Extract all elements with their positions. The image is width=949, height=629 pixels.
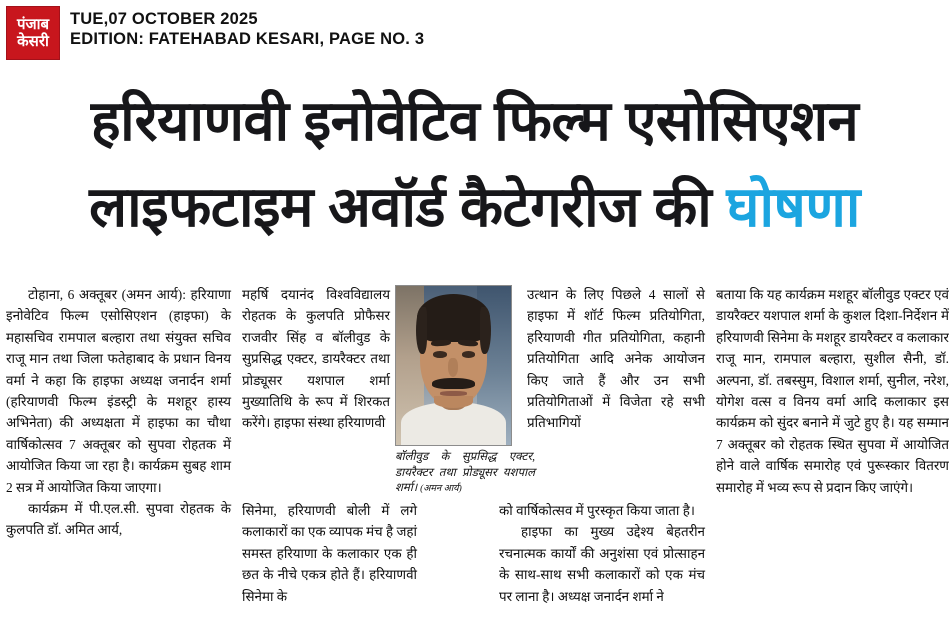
- headline: [0, 78, 949, 250]
- photo-moustache: [432, 378, 476, 389]
- masthead: [0, 0, 949, 62]
- paragraph: टोहाना, 6 अक्तूबर (अमन आर्य): हरियाणा इनोवेटिव फिल्म एसोसिएशन (हाइफा) के महासचिव रामपाल बल्हारा तथा संयुक्त सचिव राजू मान तथा जिला फतेहाबाद के प्रधान विनय वर्मा ने कहा कि हाइफा अध्यक्ष जनार्दन शर्मा (हरियाणवी फिल्म इंडस्ट्री के मशहूर हास्य अभिनेता) की अध्यक्षता में हाइफा का चौथा वार्षिकोत्सव 7 अक्तूबर को सुपवा रोहतक में आयोजित किया जा रहा है। कार्यक्रम सुबह शाम 2 सत्र में आयोजित किया जाएगा।: [6, 287, 231, 495]
- headline-line-2-main: लाइफटाइम अवॉर्ड कैटेगरीज की: [89, 175, 727, 238]
- photo-eye-left: [433, 351, 447, 357]
- paragraph: उत्थान के लिए पिछले 4 सालों से हाइफा में शॉर्ट फिल्म प्रतियोगिता, हरियाणवी गीत प्रतियोगिता, कहानी प्रतियोगिता आदि अनेक आयोजन किए जाते हैं और उन सभी प्रतियोगिताओं में विजेता रहे सभी प्रतिभागियों: [527, 287, 705, 431]
- paragraph: बताया कि यह कार्यक्रम मशहूर बॉलीवुड एक्टर एवं डायरैक्टर यशपाल शर्मा के कुशल दिशा-निर्देशन में हरियाणवी सिनेमा के मशहूर डायरैक्टर व कलाकार राजू मान, रामपाल बल्हारा, सुशील सैनी, डॉ. अल्पना, डॉ. तबस्सुम, विशाल शर्मा, सुनील, नरेश, योगेश वत्स व विनय वर्मा आदि कलाकार इस कार्यक्रम को सुंदर बनाने में जुटे हुए है। यह सम्मान 7 अक्तूबर को रोहतक स्थित सुपवा में आयोजित होने वाले वार्षिक समारोह एवं पुरूस्कार वितरण समारोह में भव्य रूप से प्रदान किए जाएंगे।: [716, 287, 949, 495]
- photo-nose: [448, 358, 458, 377]
- logo-line-1: पंजाब: [16, 16, 50, 33]
- article-photo-block: [395, 285, 535, 498]
- edition-line: EDITION: FATEHABAD KESARI, PAGE NO. 3: [70, 30, 425, 48]
- masthead-text-block: [70, 9, 424, 49]
- article-column-4: [716, 284, 949, 498]
- photo-caption: [395, 449, 535, 498]
- paragraph: सिनेमा, हरियाणवी बोली में लगे कलाकारों का एक व्यापक मंच है जहां समस्त हरियाणा के कलाकार एक ही छत के नीचे एकत्र होते हैं। हरियाणवी सिनेमा के: [242, 503, 417, 604]
- paragraph: महर्षि दयानंद विश्वविद्यालय रोहतक के कुलपति प्रोफैसर राजवीर सिंह व बॉलीवुड के सुप्रसिद्ध एक्टर, डायरैक्टर तथा प्रोड्यूसर यशपाल शर्मा मुख्यातिथि के रूप में शिरकत करेंगे। हाइफा संस्था हरियाणवी: [242, 287, 390, 431]
- article-column-3-wrap: [499, 500, 705, 607]
- article-column-1: [6, 284, 231, 541]
- photo-hair-left: [416, 307, 428, 355]
- paragraph: हाइफा का मुख्य उद्देश्य बेहतरीन रचनात्मक कार्यों की अनुशंसा एवं प्रोत्साहन के साथ-साथ सभी कलाकारों को एक मंच पर लाना है। अध्यक्ष जनार्दन शर्मा ने: [499, 524, 705, 604]
- punjab-kesari-logo: [6, 6, 60, 60]
- headline-line-1: हरियाणवी इनोवेटिव फिल्म एसोसिएशन: [90, 89, 859, 152]
- headline-line-2: [0, 164, 949, 250]
- photo-mouth: [440, 391, 468, 396]
- article-column-2-wrap: [242, 500, 417, 607]
- photo-eye-right: [462, 351, 476, 357]
- article-column-2: [242, 284, 390, 434]
- paragraph: को वार्षिकोत्सव में पुरस्कृत किया जाता है।: [499, 503, 695, 518]
- portrait-photo: [395, 285, 512, 446]
- logo-line-2: केसरी: [17, 33, 49, 50]
- paragraph: कार्यक्रम में पी.एल.सी. सुपवा रोहतक के कुलपति डॉ. अमित आर्य,: [6, 501, 231, 538]
- photo-caption-text: बॉलीवुड के सुप्रसिद्ध एक्टर, डायरैक्टर तथा प्रोड्यूसर यशपाल शर्मा।: [395, 450, 535, 495]
- publication-date: TUE,07 OCTOBER 2025: [70, 10, 258, 28]
- article-column-3: [527, 284, 705, 434]
- photo-credit: (अमन आर्य): [420, 484, 462, 495]
- headline-accent-word: घोषणा: [726, 175, 860, 238]
